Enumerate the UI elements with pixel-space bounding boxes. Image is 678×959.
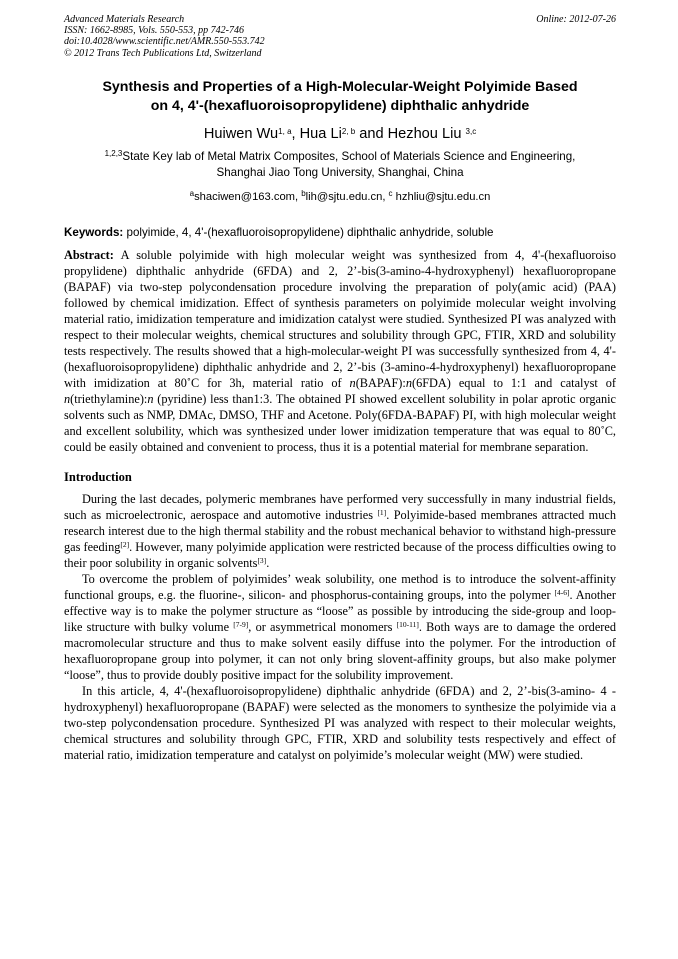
- author-name: and Hezhou Liu: [355, 125, 466, 142]
- paragraph-text: . Another effective way is to make the polymer structure as “loose” as possible by introducing the side-group and loop-like structure with bulky volume: [64, 587, 616, 634]
- author-name: , Hua Li: [291, 125, 342, 142]
- citation: [2]: [120, 539, 130, 549]
- author-superscript: 3,c: [465, 126, 477, 136]
- abstract-text: (pyridine) less than1:3. The obtained PI showed excellent solubility in polar aprotic organic solvents such as NMP, DMAc, DMSO, THF and Acetone. Poly(6FDA-BAPAF) PI, with high molecular weight and excellent solubility, which was synthesized under lower imidization temperature that was equal to 80˚C, could be easily obtained and convenient to process, thus it is a potential material for membrane separation.: [64, 391, 616, 454]
- keywords-label: Keywords:: [64, 225, 124, 239]
- affiliation-superscript: 1,2,3: [104, 148, 123, 158]
- author-emails: [64, 190, 616, 205]
- paper-title: [64, 78, 616, 116]
- paragraph-text: , or asymmetrical monomers: [248, 619, 397, 634]
- journal-doi: doi:10.4028/www.scientific.net/AMR.550-553.742: [64, 36, 265, 48]
- abstract-italic: n: [405, 375, 412, 390]
- journal-copyright: © 2012 Trans Tech Publications Ltd, Switzerland: [64, 47, 262, 59]
- introduction-body: [64, 491, 616, 763]
- email-superscript: a: [189, 188, 195, 198]
- abstract-italic: n: [349, 375, 356, 390]
- paragraph-text: . Polyimide-based membranes attracted much research interest due to the high thermal stability and the robust mechanical behavior to withstand high-pressure gas feeding: [64, 507, 616, 554]
- citation: [10-11]: [396, 619, 419, 629]
- abstract: [64, 247, 616, 455]
- abstract-text: (BAPAF):: [355, 375, 406, 390]
- keywords: [64, 225, 616, 240]
- email-link[interactable]: shaciwen@163.com: [194, 190, 295, 203]
- abstract-text: (triethylamine):: [70, 391, 148, 406]
- affiliation-line-2: Shanghai Jiao Tong University, Shanghai, China: [216, 165, 464, 179]
- journal-issn: ISSN: 1662-8985, Vols. 550-553, pp 742-746: [64, 25, 244, 37]
- author-superscript: 2, b: [341, 126, 356, 136]
- paragraph-text: During the last decades, polymeric membranes have performed very successfully in many industrial fields, such as microelectronic, aerospace and automotive industries: [64, 491, 616, 522]
- paragraph-text: . Both ways are to damage the ordered macromolecular structure and thus to make solvent easily diffuse into the polymer. For the introduction of hexafluoropropane group into polymer, it can not only bring slovent-affinity groups, but also make polymer “loose”, thus to provide doubly positive impact for the solubility improvement.: [64, 619, 616, 682]
- email-superscript: b: [301, 188, 306, 198]
- email-superscript: c: [388, 188, 393, 198]
- journal-header: [64, 14, 616, 59]
- online-date: Online: 2012-07-26: [536, 14, 616, 25]
- intro-paragraph-3: [64, 683, 616, 763]
- paragraph-text: In this article, 4, 4'-(hexafluoroisopropylidene) diphthalic anhydride (6FDA) and 2, 2’-bis(3-amino- 4 -hydroxyphenyl) hexafluoropropane (BAPAF) were selected as the monomers to synthesize the polyimide via a two-step polycondensation procedure. Synthesized PI was analyzed with respect to their molecular weights, chemical structures and solubility through GPC, FTIR, XRD and solubility tests respectively and effect of material ratio, imidization temperature and catalyst on polyimide’s molecular weight (MW) were studied.: [64, 683, 616, 762]
- section-heading-introduction: Introduction: [64, 469, 132, 484]
- abstract-italic: n: [147, 391, 154, 406]
- intro-paragraph-1: [64, 491, 616, 571]
- email-link[interactable]: hzhliu@sjtu.edu.cn: [392, 190, 491, 203]
- abstract-italic: n: [64, 391, 71, 406]
- abstract-text: (6FDA) equal to 1:1 and catalyst of: [411, 375, 616, 390]
- author-name: Huiwen Wu: [203, 125, 279, 142]
- email-separator: ,: [294, 190, 302, 203]
- email-separator: ,: [382, 190, 389, 203]
- affiliation-line-1: State Key lab of Metal Matrix Composites, School of Materials Science and Engineering,: [122, 149, 576, 163]
- paper-title-line-1: Synthesis and Properties of a High-Molecular-Weight Polyimide Based: [102, 78, 578, 95]
- paper-title-line-2: on 4, 4'-(hexafluoroisopropylidene) diphthalic anhydride: [150, 97, 530, 114]
- author-superscript: 1, a: [278, 126, 292, 136]
- citation: [4-6]: [554, 587, 570, 597]
- affiliation: [64, 149, 616, 181]
- abstract-label: Abstract:: [64, 247, 114, 262]
- author-list: [64, 125, 616, 143]
- abstract-text: A soluble polyimide with high molecular weight was synthesized from 4, 4'-(hexafluoroiso propylidene) diphthalic anhydride (6FDA) and 2, 2’-bis(3-amino-4-hydroxyphenyl) hexafluoropropane (BAPAF) via two-step polycondensation procedure involving the preparation of poly(amic acid) (PAA) followed by chemical imidization. Effect of synthesis parameters on polyimide molecular weight involving material ratio, imidization temperature and imidization catalyst were studied. Synthesized PI was analyzed with respect to their molecular weights, chemical structures and solubility through GPC, FTIR, XRD and solubility tests respectively. The results showed that a high-molecular-weight PI was successfully synthesized from 4, 4'-(hexafluoroisopropylidene) diphthalic anhydride and 2, 2’-bis (3-amino-4-hydroxyphenyl) hexafluoropropane with imidization at 80˚C for 3h, material ratio of: [64, 247, 616, 390]
- paragraph-text: . However, many polyimide application were restricted because of the process difficulties owing to their poor solubility in organic solvents: [64, 539, 617, 570]
- citation: [1]: [377, 507, 387, 517]
- citation: [3]: [257, 555, 267, 565]
- paragraph-text: To overcome the problem of polyimides’ weak solubility, one method is to introduce the solvent-affinity functional groups, e.g. the fluorine-, silicon- and phosphorus-containing groups, into the polymer: [64, 571, 616, 602]
- keywords-text: polyimide, 4, 4'-(hexafluoroisopropylidene) diphthalic anhydride, soluble: [123, 225, 494, 239]
- email-link[interactable]: lih@sjtu.edu.cn: [305, 190, 383, 203]
- citation: [7-9]: [233, 619, 249, 629]
- paragraph-text: .: [266, 555, 270, 570]
- intro-paragraph-2: [64, 571, 616, 683]
- journal-name: Advanced Materials Research: [64, 14, 185, 25]
